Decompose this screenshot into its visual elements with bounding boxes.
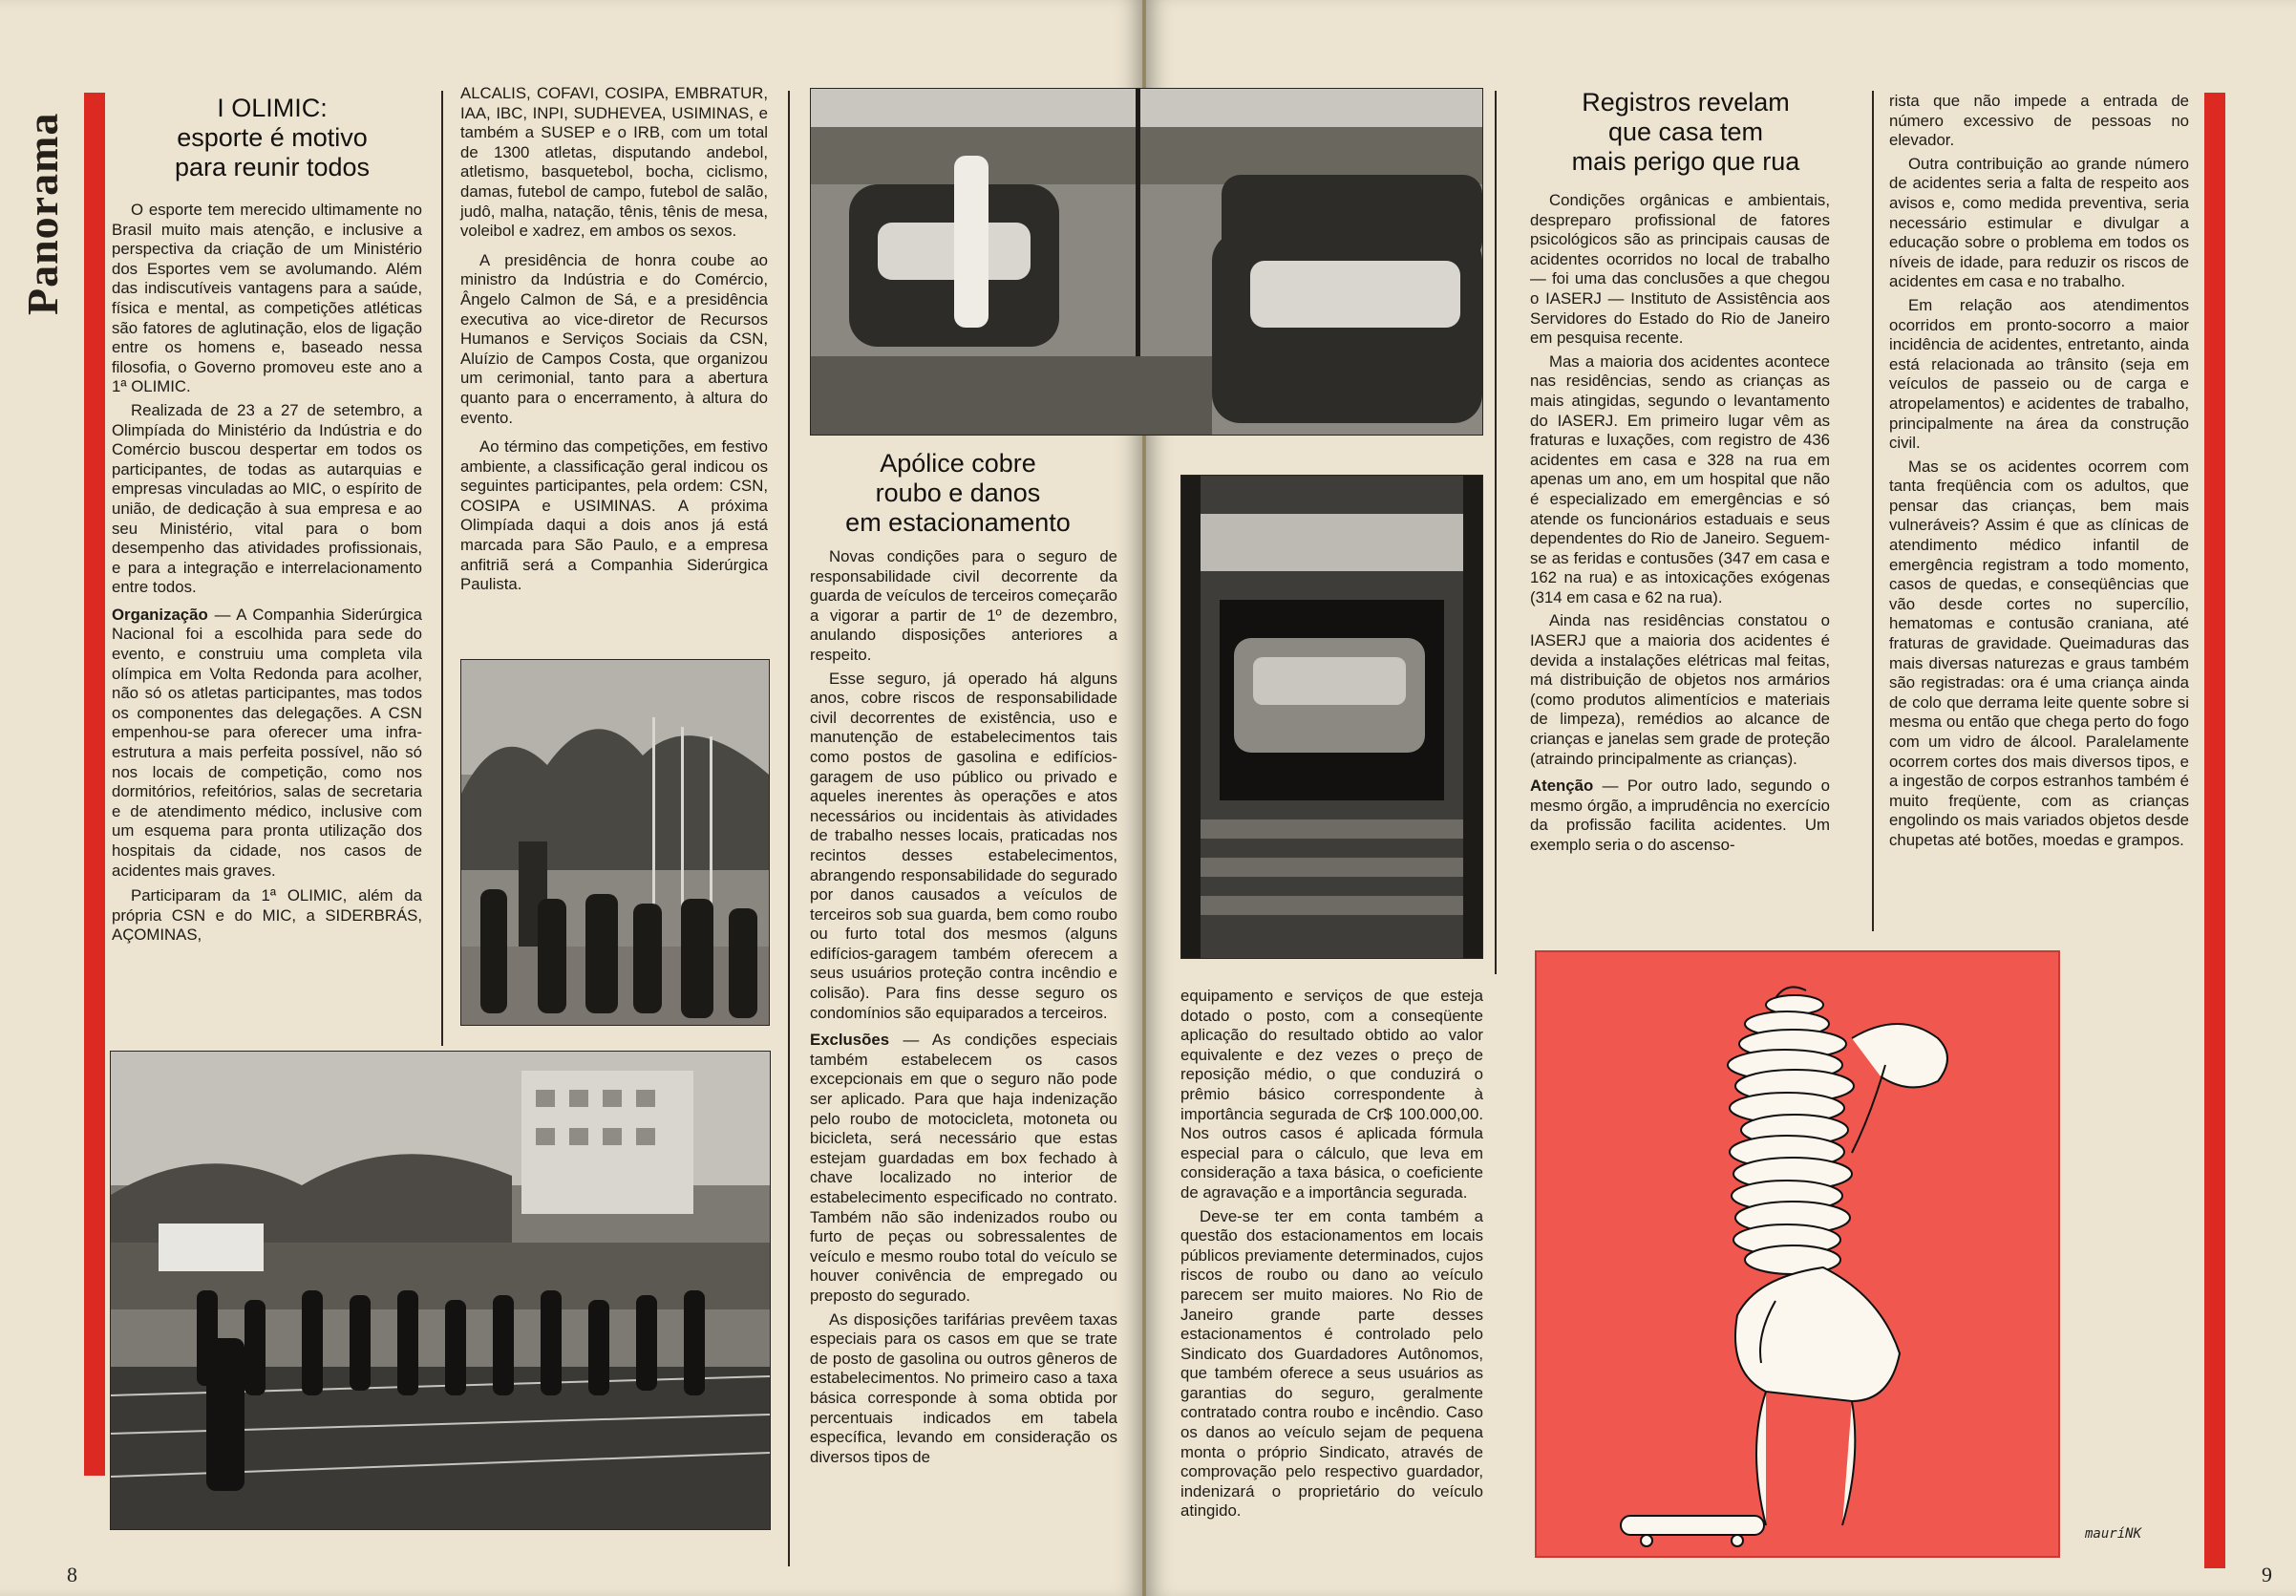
photo-olimic-parade [110,1051,771,1530]
section-label: Panorama [18,112,67,315]
photo-parking-lot [810,88,1483,436]
paragraph: Participaram da 1ª OLIMIC, além da própria CSN e do MIC, a SIDERBRÁS, AÇOMINAS, [112,886,422,945]
paragraph: equipamento e serviços de que esteja dotado o posto, com a conseqüente aplicação do resultado obtido ao valor equivalente e dez vezes o preço de reposição médio, o que conduzirá o prêmio básico correspondente à importância segurada de Cr$ 100.000,00. Nos outros casos é aplicada fórmula especial para o cálculo, que leva em consideração a taxa básica, o coeficiente de agravação e a importância segurada. [1180,987,1483,1202]
runin-heading: Exclusões [810,1031,890,1050]
runin-text: — A Companhia Siderúrgica Nacional foi a escolhida para sede do evento, e construiu uma completa vila olímpica em Volta Redonda para acolher, não só os atletas participantes, mas todos os componentes das delegações. A CSN empenhou-se para oferecer uma infra-estrutura a mais perfeita possível, não só nos locais de competição, como nos dormitórios, refeitórios, salas de secretaria e de atendimento médico, inclusive com um esquema para pronta utilização dos hospitais da cidade, nos casos de acidentes mais graves. [112,605,422,880]
headline-olimic: I OLIMIC: esporte é motivo para reunir todos [174,94,371,181]
paragraph: Deve-se ter em conta também a questão dos estacionamentos em locais públicos previamente determinados, cujos riscos de roubo ou dano ao veículo parecem ser muito maiores. No Rio de Janeiro grande parte desses estacionamentos é controlado pelo Sindicato dos Guardadores Autônomos, que também oferece a seus usuários as garantias do seguro, geralmente contratado contra roubo e incêndio. Caso os danos ao veículo sejam de pequena monta o próprio Sindicato, através de comprovação pelo respectivo guardador, indenizará o proprietário do veículo atingido. [1180,1206,1483,1521]
paragraph: Ainda nas residências constatou o IASERJ que a maioria dos acidentes é devida a instalações elétricas mal feitas, má distribuição de objetos nos armários (como produtos alimentícios e materiais de limpeza), remédios ao alcance de crianças e janelas sem grade de proteção (atraindo principalmente as crianças). [1530,611,1830,768]
runin-heading: Atenção [1530,777,1594,796]
paragraph: Mas se os acidentes ocorrem com tanta freqüência com os adultos, que pensar das crianças, bem mais vulneráveis? Assim é que as clínicas de atendimento médico infantil de emergência registram a todo momento, casos de quedas, e conseqüências que vão desde cortes no supercílio, hematomas e contusão craniana, até fraturas de gravidade. Queimaduras das mais diversas naturezas e graus também são registradas: ora é uma criança ainda de colo que derrama leite quente sobre si mesma ou então que chega perto do fogo com um vidro de álcool. Paralelamente ocorrem cortes dos mais diversos tipos, e a ingestão de corpos estranhos também é muito freqüente, com as crianças engolindo os mais variados objetos desde chupetas até botões, moedas e grampos. [1889,457,2189,849]
photo-garage-elevator [1180,475,1483,959]
paragraph [810,1031,1117,1306]
paragraph: Ao término das competições, em festivo ambiente, a classificação geral indicou os seguintes participantes, pela ordem: CSN, COSIPA e USIMINAS. A próxima Olimpíada daqui a dois anos já está marcada para São Paulo, e a empresa anfitriã será a Companhia Siderúrgica Paulista. [460,437,768,594]
registros-col1 [1530,191,1830,856]
paragraph: O esporte tem merecido ultimamente no Brasil muito mais atenção, e inclusive a perspectiva da criação de um Ministério dos Esportes vem se avolumando. Além das indiscutíveis vantagens para a saúde, física e mental, as competições atléticas são fatores de aglutinação, elos de ligação entre os homens e, baseado nessa filosofia, o Governo promoveu este ano a 1ª OLIMIC. [112,201,422,396]
registros-col2 [1889,92,2189,851]
runin-text: — Por outro lado, segundo o mesmo órgão, a imprudência no exercício da profissão facilita acidentes. Um exemplo seria o do ascenso- [1530,777,1830,854]
paragraph: ALCALIS, COFAVI, COSIPA, EMBRATUR, IAA, IBC, INPI, SUDHEVEA, USIMINAS, e também a SUSEP e o IRB, com um total de 1300 atletas, disputando andebol, atletismo, basquetebol, bocha, ciclismo, damas, futebol de campo, futebol de salão, judô, malha, natação, tênis, tênis de mesa, voleibol e xadrez, em ambos os sexos. [460,84,768,241]
page-number-left: 8 [67,1563,77,1586]
olimic-col2 [460,84,768,595]
apolice-col1 [810,547,1117,1467]
runin-heading: Organização [112,605,208,624]
column-rule-center-left [788,91,790,1566]
page-number-right: 9 [2262,1563,2272,1586]
column-rule [441,91,443,1046]
paragraph: rista que não impede a entrada de número excessivo de pessoas no elevador. [1889,92,2189,150]
paragraph: Em relação aos atendimentos ocorridos em pronto-socorro a maior incidência de acidentes, entretanto, ainda está relacionada ao trânsito (seja em veículos de passeio ou de carga e atropelamentos) e acidentes de trabalho, principalmente na área da construção civil. [1889,295,2189,453]
column-rule [1872,91,1874,931]
paragraph: Esse seguro, já operado há alguns anos, cobre riscos de responsabilidade civil decorrentes de existência, uso e manutenção de estabelecimentos tais como postos de gasolina e edifícios-garagem de uso público ou privado e aqueles inerentes às operações e atos necessários ou incidentais às atividades de trabalho nesses locais, praticadas nos recintos desses estabelecimentos, abrangendo responsabilidade do segurado por danos causados a veículos de terceiros sob sua guarda, bem como roubo ou furto total dos mesmos (alguns edifícios-garagem também oferecem a seus usuários proteção contra incêndio e colisão). Para fins desse seguro os condomínios são equiparados a terceiros. [810,669,1117,1022]
headline-apolice: Apólice cobre roubo e danos em estacionamento [845,449,1071,537]
photo-olimic-ceremony [460,659,770,1026]
paragraph: Novas condições para o seguro de responsabilidade civil decorrente da guarda de veículos de terceiros começarão a vigorar a partir de 1º de dezembro, anulando disposições anteriores a respeito. [810,547,1117,664]
paragraph [112,606,422,881]
paragraph: As disposições tarifárias prevêem taxas especiais para os casos em que se trate de posto de gasolina ou outros gêneros de estabelecimentos. No primeiro caso a taxa básica corresponde à soma obtida por percentuais indicados em tabela específica, levando em consideração os diversos tipos de [810,1309,1117,1466]
runin-text: — As condições especiais também estabelecem os casos excepcionais em que o seguro não pode ser aplicado. Para que haja indenização pelo roubo de motocicleta, motoneta ou bicicleta, será necessário que estas estejam guardadas em box fechado à chave localizado no interior de estabelecimento especificado no contrato. Também não são indenizados roubo ou furto de peças ou sobressalentes de veículo e mesmo roubo total do veículo se houver conivência de empregado ou preposto do segurado. [810,1031,1117,1305]
paragraph: A presidência de honra coube ao ministro da Indústria e do Comércio, Ângelo Calmon de Sá, e a presidência executiva ao vice-diretor de Recursos Humanos e Serviços Sociais da CSN, Aluízio de Campos Costa, que organizou um cerimonial, tanto para a abertura quanto para o encerramento, à altura do evento. [460,250,768,427]
paragraph: Condições orgânicas e ambientais, despreparo profissional de fatores psicológicos são as principais causas de acidentes ocorridos no local de trabalho — foi uma das conclusões a que chegou o IASERJ — Instituto de Assistência aos Servidores do Estado do Rio de Janeiro em pesquisa recente. [1530,191,1830,348]
paragraph: Mas a maioria dos acidentes acontece nas residências, sendo as crianças as mais atingidas, segundo o levantamento do IASERJ. Em primeiro lugar vêm as fraturas e luxações, com registro de 436 acidentes em casa e 328 na rua em apenas um ano, em um hospital que não é especializado em emergências e só atende os funcionários estaduais e seus dependentes do Rio de Janeiro. Seguem-se as feridas e contusões (347 em casa e 162 na rua) e as intoxicações exógenas (314 em casa e 62 na rua). [1530,351,1830,606]
apolice-col2 [1180,987,1483,1522]
olimic-col1 [112,201,422,946]
red-accent-bar-left [84,93,105,1476]
cartoon-illustration [1535,950,2060,1558]
headline-registros: Registros revelam que casa tem mais perigo que rua [1571,88,1800,176]
cartoon-signature: mauríNK [2085,1526,2142,1542]
red-accent-bar-right [2204,93,2225,1568]
paragraph: Realizada de 23 a 27 de setembro, a Olimpíada do Ministério da Indústria e do Comércio buscou despertar em todos os participantes, de todas as autarquias e empresas vinculadas ao MIC, o espírito de união, de dedicação à sua empresa e ao seu Ministério, vital para o bom desempenho das atividades profissionais, e para a integração e interrelacionamento entre todos. [112,400,422,597]
paragraph [1530,777,1830,855]
paragraph: Outra contribuição ao grande número de acidentes seria a falta de respeito aos avisos e, como medida preventiva, seria necessário estimular e divulgar a educação sobre o problema em todos os níveis de idade, para reduzir os riscos de acidentes em casa e no trabalho. [1889,154,2189,291]
column-rule [1495,91,1497,974]
